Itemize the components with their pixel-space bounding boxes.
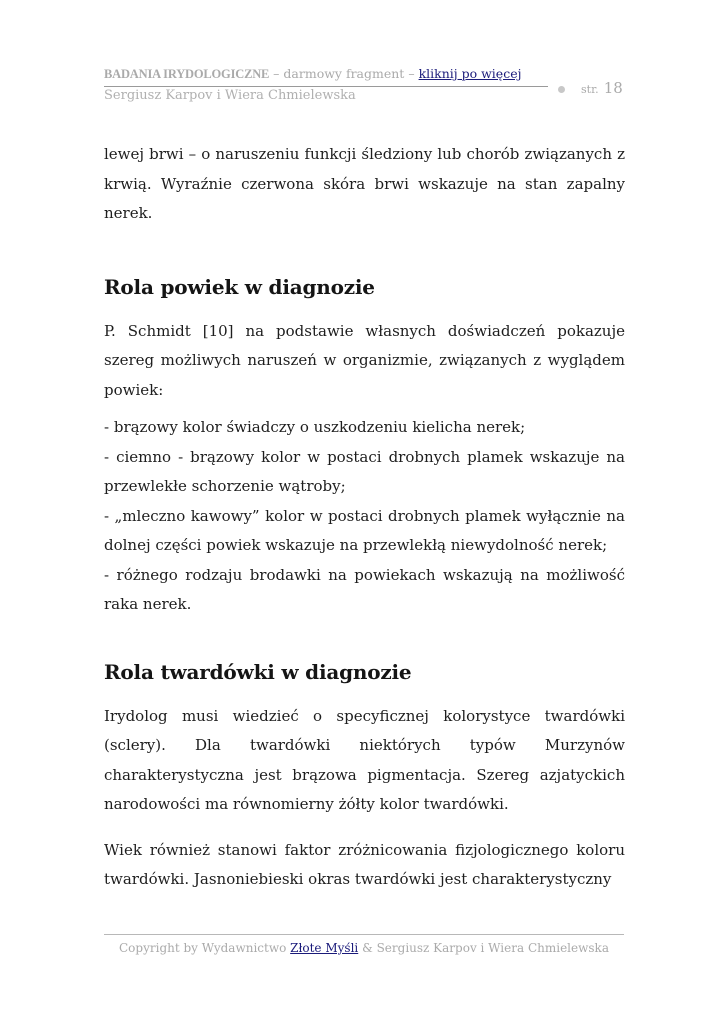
book-title: BADANIA IRYDOLOGICZNE (104, 67, 270, 81)
footer-rule (104, 934, 624, 935)
footer-copyright (104, 941, 624, 955)
intro-paragraph: lewej brwi – o naruszeniu funkcji śledziony lub chorób związanych z krwią. Wyraźnie czerwona skóra brwi wskazuje na stan zapalny nerek. (104, 145, 625, 222)
header-separator: – (273, 66, 280, 81)
list-item: - różnego rodzaju brodawki na powiekach wskazują na możliwość raka nerek. (104, 565, 625, 613)
page-number-value: 18 (603, 79, 623, 97)
free-fragment-label: darmowy fragment (283, 66, 405, 81)
section-heading-sclera: Rola twardówki w diagnozie (104, 659, 412, 684)
header-separator-2: – (408, 66, 415, 81)
section-heading-eyelids: Rola powiek w diagnozie (104, 274, 375, 299)
header-dot-icon (558, 86, 565, 93)
eyelids-paragraph: P. Schmidt [10] na podstawie własnych doświadczeń pokazuje szereg możliwych naruszeń w organizmie, związanych z wyglądem powiek: (104, 321, 625, 399)
sclera-paragraph-1: Irydolog musi wiedzieć o specyficznej kolorystyce twardówki (sclery). Dla twardówki niektórych typów Murzynów charakterystyczna jest brązowa pigmentacja. Szereg azjatyckich narodowości ma równomierny żółty kolor twardówki. (104, 706, 625, 813)
header-rule (104, 86, 548, 87)
list-item: - brązowy kolor świadczy o uszkodzeniu kielicha nerek; (104, 418, 526, 436)
header-title-line (104, 66, 521, 82)
page-label: str. (581, 83, 599, 96)
page-header (104, 60, 624, 110)
page-number (581, 78, 623, 97)
list-item: - ciemno - brązowy kolor w postaci drobnych plamek wskazuje na przewlekłe schorzenie wątroby; (104, 447, 625, 495)
sclera-paragraph-2: Wiek również stanowi faktor zróżnicowania fizjologicznego koloru twardówki. Jasnoniebieski okras twardówki jest charakterystyczny (104, 840, 625, 888)
copyright-prefix: Copyright by Wydawnictwo (119, 941, 287, 955)
page-footer (104, 934, 624, 955)
more-link[interactable]: kliknij po więcej (418, 66, 522, 81)
header-authors: Sergiusz Karpov i Wiera Chmielewska (104, 88, 356, 103)
publisher-link[interactable]: Złote Myśli (290, 941, 359, 955)
eyelid-findings-list (104, 413, 625, 620)
list-item: - „mleczno kawowy” kolor w postaci drobnych plamek wyłącznie na dolnej części powiek wskazuje na przewlekłą niewydolność nerek; (104, 506, 625, 554)
page-content (104, 140, 625, 895)
copyright-suffix: & Sergiusz Karpov i Wiera Chmielewska (362, 941, 609, 955)
